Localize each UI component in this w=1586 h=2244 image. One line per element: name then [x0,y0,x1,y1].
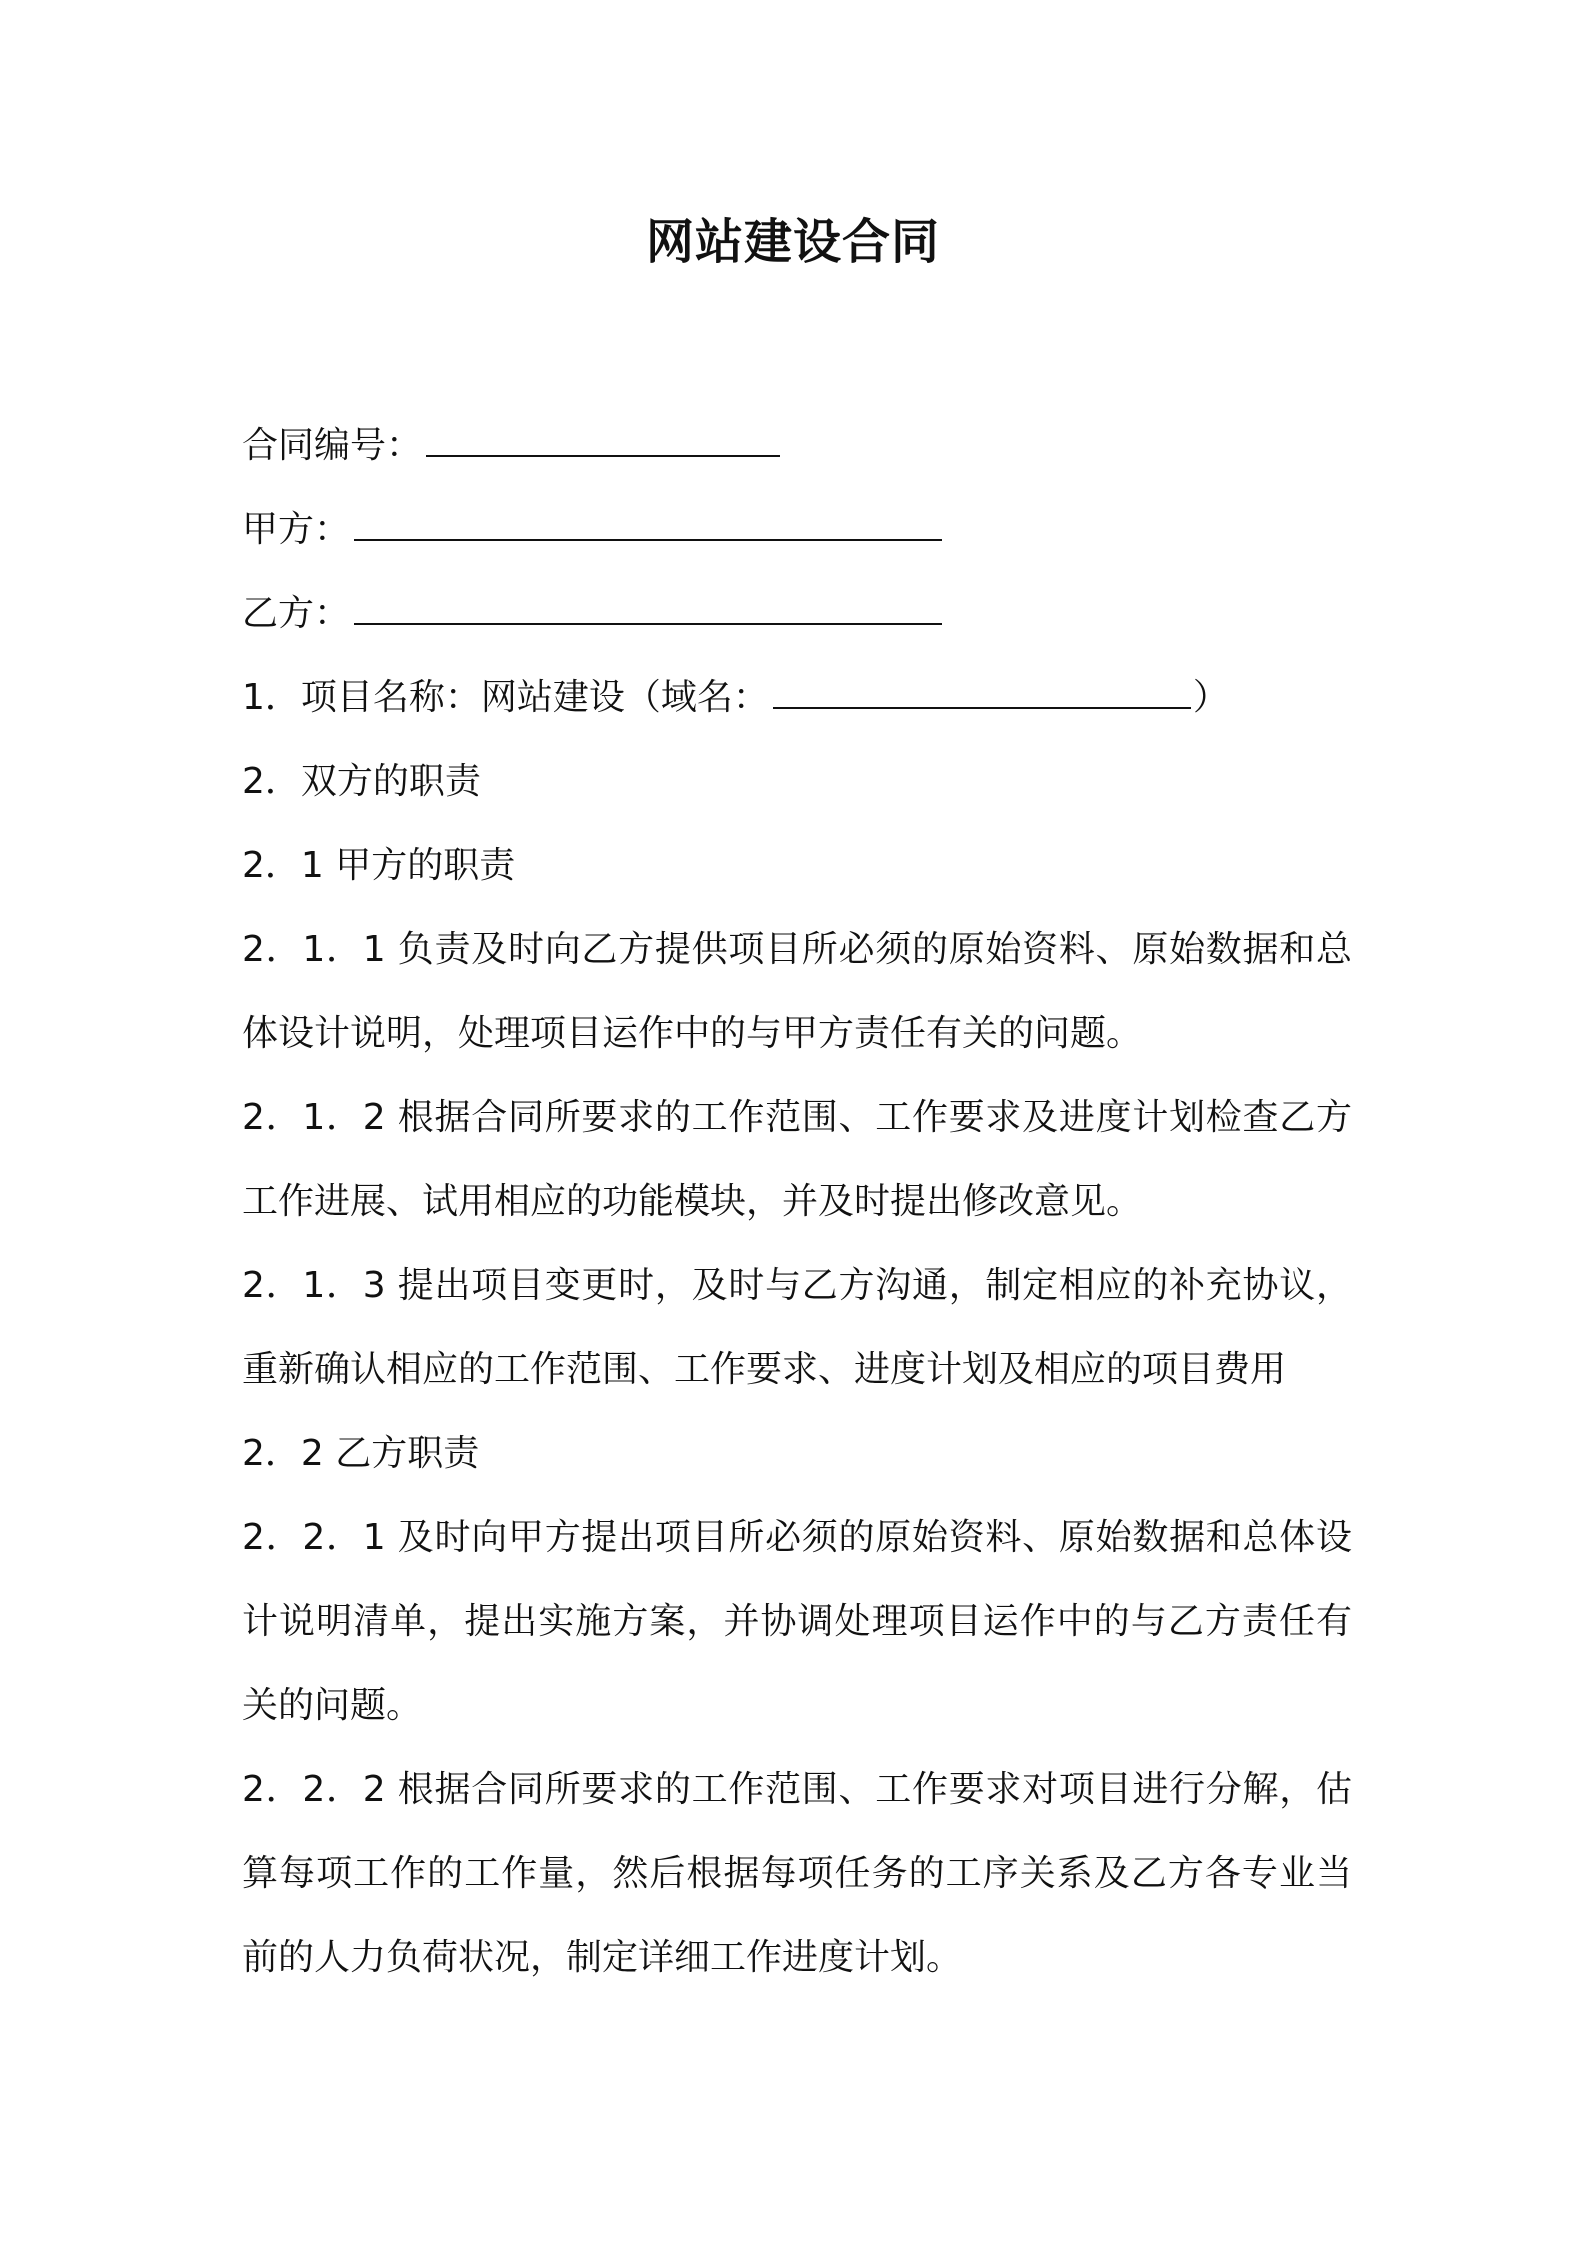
section-heading: 2．双方的职责 [242,761,481,802]
party-b-line [242,572,1352,656]
party-b-label: 乙方： [242,593,351,634]
clause-paragraph: 2．2．1 及时向甲方提出项目所必须的原始资料、原始数据和总体设计说明清单，提出实施方案，并协调处理项目运作中的与乙方责任有关的问题。 [242,1517,1352,1726]
party-a-line [242,488,1352,572]
clause-paragraph: 2．2．2 根据合同所要求的工作范围、工作要求对项目进行分解，估算每项工作的工作量，然后根据每项任务的工序关系及乙方各专业当前的人力负荷状况，制定详细工作进度计划。 [242,1769,1352,1978]
project-name-label: 1．项目名称：网站建设（域名： [242,677,769,718]
contract-number-blank [426,421,780,457]
document-title: 网站建设合同 [645,214,940,270]
project-name-suffix: ） [1192,677,1229,718]
project-name-line [242,656,1352,740]
domain-blank [773,673,1191,709]
section-heading: 2．1 甲方的职责 [242,845,516,886]
contract-number-label: 合同编号： [242,425,423,466]
clause-paragraph: 2．1．2 根据合同所要求的工作范围、工作要求及进度计划检查乙方工作进展、试用相应的功能模块，并及时提出修改意见。 [242,1097,1352,1222]
party-b-blank [354,589,942,625]
party-a-label: 甲方： [242,509,351,550]
clause-paragraph: 2．1．1 负责及时向乙方提供项目所必须的原始资料、原始数据和总体设计说明，处理项目运作中的与甲方责任有关的问题。 [242,929,1352,1054]
section-heading: 2．2 乙方职责 [242,1433,480,1474]
document-body [242,404,1352,2000]
party-a-blank [354,505,942,541]
contract-number-line [242,404,1352,488]
clause-paragraph: 2．1．3 提出项目变更时，及时与乙方沟通，制定相应的补充协议，重新确认相应的工作范围、工作要求、进度计划及相应的项目费用 [242,1265,1352,1390]
